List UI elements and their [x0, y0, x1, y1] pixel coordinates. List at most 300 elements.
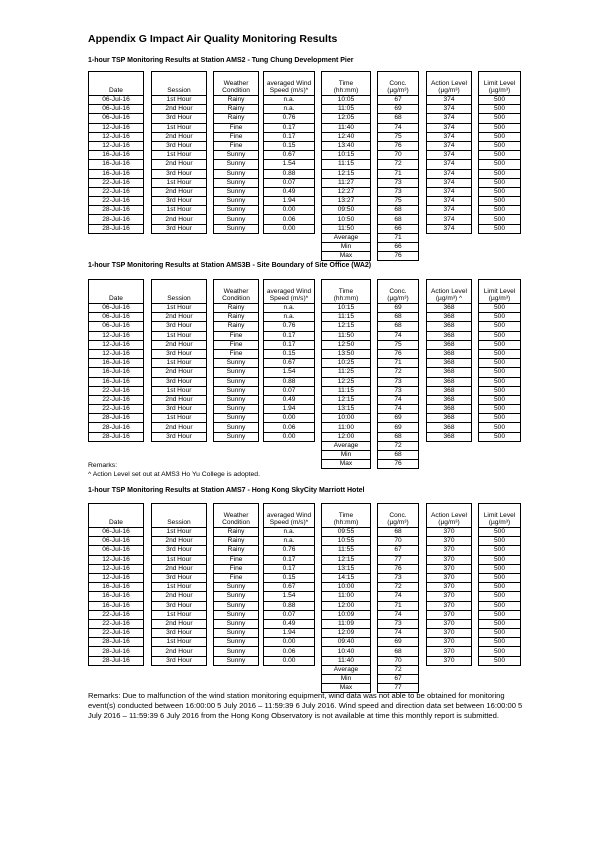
- cell-action: 374: [427, 141, 472, 150]
- cell-weather: Fine: [214, 123, 259, 132]
- table-row: [89, 537, 521, 546]
- cell-wind: 0.49: [264, 187, 315, 196]
- stat-value: 72: [378, 441, 419, 450]
- table-ams7: [88, 503, 521, 693]
- cell-limit: 500: [479, 114, 521, 123]
- cell-session: 2nd Hour: [152, 564, 207, 573]
- cell-time: 12:27: [322, 187, 371, 196]
- cell-time: 12:50: [322, 340, 371, 349]
- stat-label: Average: [322, 441, 371, 450]
- cell-limit: 500: [479, 151, 521, 160]
- cell-weather: Rainy: [214, 537, 259, 546]
- cell-date: 28-Jul-16: [89, 423, 144, 432]
- cell-wind: 0.15: [264, 141, 315, 150]
- cell-date: 12-Jul-16: [89, 564, 144, 573]
- cell-session: 1st Hour: [152, 359, 207, 368]
- cell-date: 16-Jul-16: [89, 151, 144, 160]
- cell-date: 28-Jul-16: [89, 215, 144, 224]
- cell-action: 374: [427, 197, 472, 206]
- stat-value: 68: [378, 451, 419, 460]
- table-row: [89, 405, 521, 414]
- header-session: Session: [152, 504, 207, 528]
- table-row: [89, 423, 521, 432]
- cell-limit: 500: [479, 638, 521, 647]
- cell-wind: 1.54: [264, 592, 315, 601]
- cell-weather: Sunny: [214, 151, 259, 160]
- cell-time: 11:55: [322, 546, 371, 555]
- table-row: [89, 601, 521, 610]
- cell-date: 16-Jul-16: [89, 583, 144, 592]
- table-row: [89, 340, 521, 349]
- cell-conc: 76: [378, 141, 419, 150]
- cell-wind: 0.07: [264, 178, 315, 187]
- cell-session: 3rd Hour: [152, 224, 207, 233]
- cell-time: 12:05: [322, 114, 371, 123]
- cell-time: 11:50: [322, 224, 371, 233]
- cell-action: 374: [427, 178, 472, 187]
- cell-weather: Rainy: [214, 546, 259, 555]
- cell-conc: 69: [378, 638, 419, 647]
- cell-weather: Sunny: [214, 601, 259, 610]
- cell-date: 28-Jul-16: [89, 414, 144, 423]
- cell-time: 10:00: [322, 414, 371, 423]
- cell-wind: 1.94: [264, 197, 315, 206]
- cell-conc: 68: [378, 215, 419, 224]
- table-row: [89, 564, 521, 573]
- stat-row: [89, 252, 521, 261]
- cell-conc: 75: [378, 132, 419, 141]
- cell-conc: 75: [378, 197, 419, 206]
- cell-conc: 73: [378, 187, 419, 196]
- cell-limit: 500: [479, 304, 521, 313]
- cell-wind: n.a.: [264, 313, 315, 322]
- cell-weather: Sunny: [214, 178, 259, 187]
- cell-weather: Sunny: [214, 619, 259, 628]
- cell-weather: Sunny: [214, 610, 259, 619]
- cell-action: 370: [427, 647, 472, 656]
- cell-time: 14:15: [322, 573, 371, 582]
- cell-session: 3rd Hour: [152, 432, 207, 441]
- cell-limit: 500: [479, 141, 521, 150]
- table-row: [89, 349, 521, 358]
- cell-wind: 0.17: [264, 123, 315, 132]
- header-session: Session: [152, 72, 207, 96]
- cell-action: 374: [427, 123, 472, 132]
- cell-action: 368: [427, 377, 472, 386]
- cell-action: 370: [427, 583, 472, 592]
- cell-wind: 0.76: [264, 114, 315, 123]
- cell-limit: 500: [479, 331, 521, 340]
- cell-conc: 72: [378, 368, 419, 377]
- cell-weather: Sunny: [214, 368, 259, 377]
- table-row: [89, 359, 521, 368]
- cell-wind: 0.00: [264, 224, 315, 233]
- cell-conc: 69: [378, 105, 419, 114]
- cell-session: 3rd Hour: [152, 322, 207, 331]
- stat-row: [89, 675, 521, 684]
- header-weather: Weather Condition: [214, 504, 259, 528]
- stat-label: Max: [322, 684, 371, 693]
- cell-conc: 71: [378, 601, 419, 610]
- cell-wind: 0.49: [264, 619, 315, 628]
- cell-weather: Rainy: [214, 304, 259, 313]
- cell-weather: Sunny: [214, 638, 259, 647]
- cell-date: 28-Jul-16: [89, 224, 144, 233]
- cell-wind: 0.07: [264, 386, 315, 395]
- table-row: [89, 169, 521, 178]
- cell-action: 370: [427, 555, 472, 564]
- cell-session: 1st Hour: [152, 206, 207, 215]
- table-row: [89, 132, 521, 141]
- cell-conc: 74: [378, 405, 419, 414]
- stat-value: 66: [378, 243, 419, 252]
- cell-limit: 500: [479, 395, 521, 404]
- cell-date: 16-Jul-16: [89, 169, 144, 178]
- cell-time: 12:25: [322, 377, 371, 386]
- cell-time: 11:50: [322, 331, 371, 340]
- header-weather: Weather Condition: [214, 72, 259, 96]
- cell-limit: 500: [479, 423, 521, 432]
- cell-session: 1st Hour: [152, 331, 207, 340]
- cell-date: 12-Jul-16: [89, 349, 144, 358]
- cell-session: 1st Hour: [152, 123, 207, 132]
- stat-row: [89, 441, 521, 450]
- header-time: Time (hh:mm): [322, 72, 371, 96]
- table-row: [89, 331, 521, 340]
- table-row: [89, 160, 521, 169]
- cell-wind: 0.76: [264, 546, 315, 555]
- cell-conc: 73: [378, 377, 419, 386]
- cell-session: 2nd Hour: [152, 592, 207, 601]
- cell-wind: 0.07: [264, 610, 315, 619]
- table-row: [89, 206, 521, 215]
- header-date: Date: [89, 504, 144, 528]
- page-title: Appendix G Impact Air Quality Monitoring Results: [88, 33, 338, 45]
- cell-limit: 500: [479, 656, 521, 665]
- cell-weather: Sunny: [214, 386, 259, 395]
- table-ams2: [88, 71, 521, 261]
- cell-time: 09:40: [322, 638, 371, 647]
- stat-value: 77: [378, 684, 419, 693]
- cell-time: 11:00: [322, 592, 371, 601]
- header-conc: Conc. (µg/m³): [378, 72, 419, 96]
- cell-wind: 0.17: [264, 340, 315, 349]
- cell-date: 06-Jul-16: [89, 537, 144, 546]
- header-time: Time (hh:mm): [322, 504, 371, 528]
- cell-action: 370: [427, 537, 472, 546]
- cell-date: 22-Jul-16: [89, 629, 144, 638]
- table-row: [89, 583, 521, 592]
- cell-conc: 70: [378, 151, 419, 160]
- cell-wind: 0.67: [264, 151, 315, 160]
- table-row: [89, 123, 521, 132]
- cell-time: 11:15: [322, 313, 371, 322]
- cell-date: 22-Jul-16: [89, 197, 144, 206]
- cell-weather: Fine: [214, 349, 259, 358]
- cell-session: 3rd Hour: [152, 169, 207, 178]
- cell-weather: Sunny: [214, 583, 259, 592]
- cell-date: 28-Jul-16: [89, 647, 144, 656]
- cell-conc: 74: [378, 395, 419, 404]
- remarks-ams3b: [88, 461, 260, 479]
- cell-action: 370: [427, 592, 472, 601]
- table-row: [89, 187, 521, 196]
- cell-action: 368: [427, 304, 472, 313]
- cell-session: 2nd Hour: [152, 132, 207, 141]
- cell-date: 22-Jul-16: [89, 395, 144, 404]
- cell-time: 12:15: [322, 169, 371, 178]
- cell-limit: 500: [479, 322, 521, 331]
- table-row: [89, 555, 521, 564]
- cell-date: 16-Jul-16: [89, 359, 144, 368]
- cell-limit: 500: [479, 123, 521, 132]
- cell-date: 12-Jul-16: [89, 141, 144, 150]
- cell-action: 374: [427, 224, 472, 233]
- cell-wind: 0.17: [264, 132, 315, 141]
- cell-session: 1st Hour: [152, 178, 207, 187]
- cell-session: 3rd Hour: [152, 141, 207, 150]
- cell-session: 2nd Hour: [152, 423, 207, 432]
- table-row: [89, 647, 521, 656]
- cell-wind: n.a.: [264, 105, 315, 114]
- cell-action: 370: [427, 638, 472, 647]
- header-limit: Limit Level (µg/m³): [479, 504, 521, 528]
- cell-action: 368: [427, 386, 472, 395]
- table-row: [89, 96, 521, 105]
- table-row: [89, 224, 521, 233]
- cell-action: 368: [427, 414, 472, 423]
- stat-label: Min: [322, 675, 371, 684]
- cell-session: 1st Hour: [152, 555, 207, 564]
- cell-wind: 0.15: [264, 349, 315, 358]
- cell-limit: 500: [479, 313, 521, 322]
- cell-time: 10:15: [322, 151, 371, 160]
- cell-date: 06-Jul-16: [89, 304, 144, 313]
- cell-session: 1st Hour: [152, 304, 207, 313]
- cell-wind: 0.06: [264, 215, 315, 224]
- cell-wind: n.a.: [264, 304, 315, 313]
- cell-time: 13:15: [322, 405, 371, 414]
- cell-time: 10:50: [322, 215, 371, 224]
- cell-wind: 0.06: [264, 423, 315, 432]
- cell-session: 2nd Hour: [152, 537, 207, 546]
- cell-action: 370: [427, 629, 472, 638]
- header-row: [89, 504, 521, 528]
- cell-weather: Sunny: [214, 592, 259, 601]
- cell-limit: 500: [479, 169, 521, 178]
- cell-limit: 500: [479, 564, 521, 573]
- table-ams3b: [88, 279, 521, 469]
- cell-session: 2nd Hour: [152, 105, 207, 114]
- cell-action: 368: [427, 432, 472, 441]
- cell-conc: 73: [378, 619, 419, 628]
- cell-time: 10:25: [322, 359, 371, 368]
- cell-weather: Sunny: [214, 169, 259, 178]
- cell-conc: 74: [378, 123, 419, 132]
- cell-date: 12-Jul-16: [89, 340, 144, 349]
- cell-wind: 0.17: [264, 564, 315, 573]
- table-row: [89, 592, 521, 601]
- cell-action: 368: [427, 349, 472, 358]
- header-date: Date: [89, 280, 144, 304]
- cell-time: 09:55: [322, 528, 371, 537]
- cell-wind: 0.00: [264, 656, 315, 665]
- cell-action: 370: [427, 656, 472, 665]
- cell-date: 22-Jul-16: [89, 619, 144, 628]
- cell-wind: 0.49: [264, 395, 315, 404]
- stat-row: [89, 243, 521, 252]
- cell-date: 06-Jul-16: [89, 105, 144, 114]
- cell-time: 10:05: [322, 96, 371, 105]
- cell-action: 370: [427, 546, 472, 555]
- table-row: [89, 368, 521, 377]
- cell-session: 2nd Hour: [152, 647, 207, 656]
- cell-date: 06-Jul-16: [89, 313, 144, 322]
- cell-date: 22-Jul-16: [89, 610, 144, 619]
- stat-label: Min: [322, 243, 371, 252]
- cell-time: 10:00: [322, 583, 371, 592]
- cell-conc: 74: [378, 592, 419, 601]
- cell-weather: Rainy: [214, 322, 259, 331]
- cell-time: 11:09: [322, 619, 371, 628]
- cell-date: 12-Jul-16: [89, 123, 144, 132]
- cell-weather: Sunny: [214, 432, 259, 441]
- cell-date: 12-Jul-16: [89, 331, 144, 340]
- cell-session: 2nd Hour: [152, 215, 207, 224]
- cell-conc: 72: [378, 160, 419, 169]
- cell-conc: 68: [378, 322, 419, 331]
- table-row: [89, 304, 521, 313]
- header-limit: Limit Level (µg/m³): [479, 280, 521, 304]
- cell-time: 13:50: [322, 349, 371, 358]
- stat-value: 72: [378, 665, 419, 674]
- cell-session: 1st Hour: [152, 414, 207, 423]
- cell-action: 368: [427, 331, 472, 340]
- cell-date: 12-Jul-16: [89, 132, 144, 141]
- cell-weather: Rainy: [214, 528, 259, 537]
- cell-wind: n.a.: [264, 537, 315, 546]
- cell-wind: 0.76: [264, 322, 315, 331]
- cell-conc: 73: [378, 386, 419, 395]
- cell-weather: Sunny: [214, 224, 259, 233]
- cell-weather: Sunny: [214, 377, 259, 386]
- stat-value: 76: [378, 460, 419, 469]
- stat-value: 76: [378, 252, 419, 261]
- table-row: [89, 377, 521, 386]
- cell-date: 16-Jul-16: [89, 601, 144, 610]
- cell-session: 3rd Hour: [152, 405, 207, 414]
- table-row: [89, 395, 521, 404]
- cell-time: 11:15: [322, 386, 371, 395]
- table-row: [89, 151, 521, 160]
- cell-weather: Fine: [214, 555, 259, 564]
- cell-limit: 500: [479, 405, 521, 414]
- cell-weather: Sunny: [214, 187, 259, 196]
- cell-session: 3rd Hour: [152, 629, 207, 638]
- cell-weather: Rainy: [214, 96, 259, 105]
- cell-conc: 70: [378, 537, 419, 546]
- cell-session: 3rd Hour: [152, 573, 207, 582]
- cell-session: 2nd Hour: [152, 160, 207, 169]
- cell-limit: 500: [479, 537, 521, 546]
- cell-wind: 1.54: [264, 160, 315, 169]
- cell-conc: 74: [378, 629, 419, 638]
- table-row: [89, 610, 521, 619]
- cell-conc: 72: [378, 583, 419, 592]
- cell-date: 06-Jul-16: [89, 322, 144, 331]
- cell-date: 12-Jul-16: [89, 573, 144, 582]
- cell-limit: 500: [479, 359, 521, 368]
- cell-limit: 500: [479, 601, 521, 610]
- cell-time: 10:09: [322, 610, 371, 619]
- cell-date: 16-Jul-16: [89, 592, 144, 601]
- cell-action: 370: [427, 528, 472, 537]
- cell-conc: 68: [378, 647, 419, 656]
- cell-action: 374: [427, 114, 472, 123]
- cell-wind: 0.06: [264, 647, 315, 656]
- cell-wind: 0.88: [264, 601, 315, 610]
- cell-session: 2nd Hour: [152, 187, 207, 196]
- cell-conc: 69: [378, 304, 419, 313]
- stat-value: 67: [378, 675, 419, 684]
- cell-action: 368: [427, 340, 472, 349]
- cell-time: 11:40: [322, 656, 371, 665]
- cell-limit: 500: [479, 96, 521, 105]
- cell-action: 374: [427, 151, 472, 160]
- cell-weather: Fine: [214, 331, 259, 340]
- table-row: [89, 178, 521, 187]
- cell-time: 09:50: [322, 206, 371, 215]
- cell-action: 374: [427, 169, 472, 178]
- section-title-ams7: 1-hour TSP Monitoring Results at Station AMS7 - Hong Kong SkyCity Marriott Hotel: [88, 487, 365, 494]
- cell-weather: Fine: [214, 564, 259, 573]
- header-action: Action Level (µg/m³): [427, 504, 472, 528]
- cell-action: 368: [427, 359, 472, 368]
- cell-wind: 0.67: [264, 583, 315, 592]
- cell-weather: Sunny: [214, 206, 259, 215]
- cell-limit: 500: [479, 573, 521, 582]
- header-weather: Weather Condition: [214, 280, 259, 304]
- cell-weather: Sunny: [214, 414, 259, 423]
- cell-date: 28-Jul-16: [89, 206, 144, 215]
- stat-label: Max: [322, 252, 371, 261]
- cell-conc: 68: [378, 432, 419, 441]
- table-row: [89, 546, 521, 555]
- cell-wind: 0.00: [264, 414, 315, 423]
- cell-wind: 1.94: [264, 629, 315, 638]
- cell-conc: 68: [378, 313, 419, 322]
- cell-limit: 500: [479, 432, 521, 441]
- cell-conc: 68: [378, 206, 419, 215]
- cell-weather: Rainy: [214, 105, 259, 114]
- cell-wind: 0.88: [264, 169, 315, 178]
- cell-limit: 500: [479, 583, 521, 592]
- stat-row: [89, 665, 521, 674]
- cell-conc: 69: [378, 423, 419, 432]
- cell-weather: Sunny: [214, 160, 259, 169]
- cell-time: 13:27: [322, 197, 371, 206]
- cell-date: 22-Jul-16: [89, 386, 144, 395]
- cell-session: 3rd Hour: [152, 601, 207, 610]
- cell-session: 2nd Hour: [152, 619, 207, 628]
- stat-label: Max: [322, 460, 371, 469]
- cell-conc: 69: [378, 414, 419, 423]
- table-row: [89, 619, 521, 628]
- table-row: [89, 629, 521, 638]
- cell-limit: 500: [479, 349, 521, 358]
- cell-date: 28-Jul-16: [89, 432, 144, 441]
- cell-time: 12:09: [322, 629, 371, 638]
